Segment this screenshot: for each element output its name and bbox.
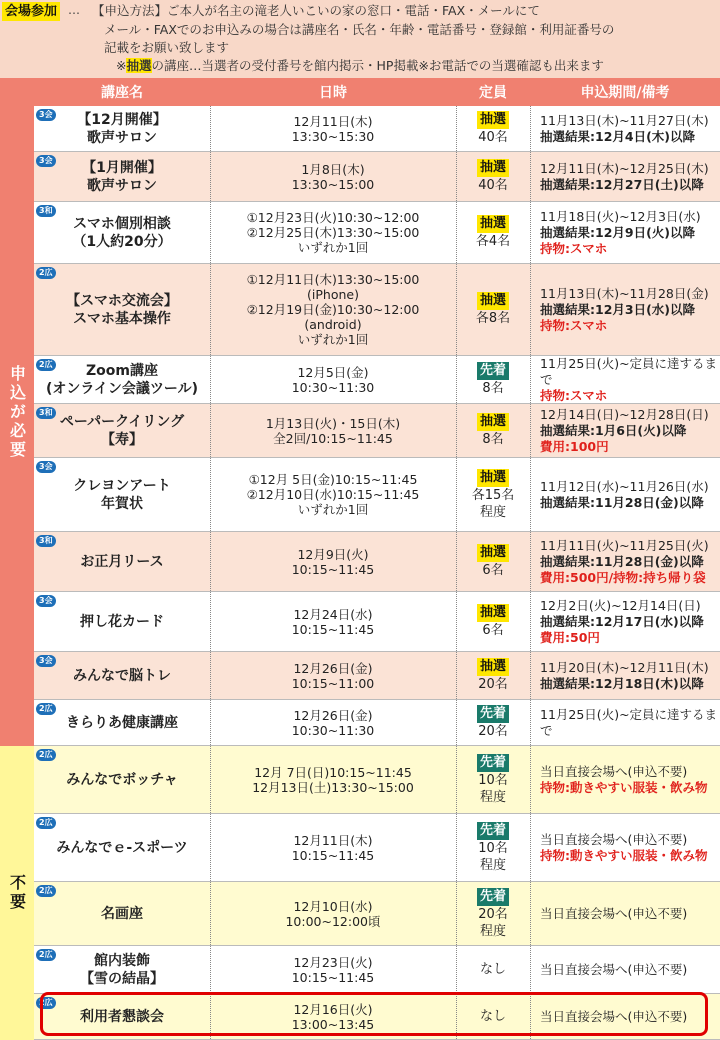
column-divider [210,532,211,591]
capacity-line: 程度 [479,857,506,873]
datetime-line: ①12月11日(木)13:30~15:00 [246,272,420,287]
datetime-line: 12月11日(木) [293,832,373,848]
column-divider [456,532,457,591]
capacity-line: 各4名 [475,234,511,249]
datetime-line: 10:30~11:30 [291,722,375,738]
course-name-line: 【1月開催】 [82,159,162,176]
course-name-line: スマホ基本操作 [73,310,171,327]
course-name-line: みんなでボッチャ [66,771,178,788]
course-capacity [456,458,530,531]
course-capacity [456,202,530,263]
application-period: 11月13日(木)~11月27日(木) [540,112,709,128]
column-divider [210,458,211,531]
course-name-line: 押し花カード [80,613,164,630]
capacity-line: 6名 [482,623,504,638]
table-row [34,652,720,700]
course-name-line: 名画座 [101,905,143,922]
capacity-line: 10名 [478,772,508,788]
datetime-line: 1月13日(火)・15日(木) [265,415,401,431]
datetime-line: 12月26日(金) [293,707,373,723]
datetime-line: ②12月25日(木)13:30~15:00 [246,225,420,240]
datetime-line: 10:15~11:45 [291,621,375,637]
datetime-line: 12月13日(土)13:30~15:00 [252,779,414,795]
course-note [530,652,720,699]
course-name-line: みんなで脳トレ [73,667,171,684]
venue-badge: 2広 [36,997,56,1009]
course-datetime [210,106,456,151]
note-items: 持物:動きやすい服装・飲み物 [540,847,708,863]
course-name [34,404,210,457]
venue-badge: 2広 [36,703,56,715]
column-divider [530,264,531,355]
application-period: 12月11日(木)~12月25日(木) [540,160,709,176]
capacity-line: 各8名 [475,311,511,326]
course-datetime [210,882,456,945]
course-capacity [456,106,530,151]
highlight-frame [40,992,708,1036]
course-name-line: （1人約20分） [72,233,172,250]
course-name-line: 館内装飾 [94,952,150,969]
column-divider [530,202,531,263]
column-divider [456,106,457,151]
course-datetime [210,946,456,993]
note-items: 持物:スマホ [540,240,608,256]
capacity-line: なし [479,962,506,977]
lottery-chip: 抽選 [477,159,509,177]
course-capacity [456,882,530,945]
course-name [34,882,210,945]
first-come-chip: 先着 [477,888,509,906]
course-note [530,202,720,263]
venue-badge: 2広 [36,817,56,829]
column-divider [530,592,531,651]
first-come-chip: 先着 [477,754,509,772]
course-name-line: 歌声サロン [87,177,157,194]
table-row [34,356,720,404]
venue-badge: 3会 [36,595,56,607]
datetime-line: 10:15~11:45 [291,847,375,863]
column-divider [530,652,531,699]
column-divider [456,458,457,531]
column-divider [456,652,457,699]
header [0,0,720,78]
application-period: 当日直接会場へ(申込不要) [540,831,688,847]
column-divider [456,946,457,993]
capacity-line: 程度 [479,789,506,805]
column-divider [456,882,457,945]
table-row [34,264,720,356]
datetime-line: ①12月23日(火)10:30~12:00 [246,210,420,225]
course-capacity [456,532,530,591]
course-name [34,458,210,531]
venue-badge: 3会 [36,461,56,473]
course-datetime [210,700,456,745]
course-note [530,532,720,591]
lottery-chip: 抽選 [477,215,509,233]
datetime-line: 12月10日(水) [293,898,373,914]
venue-badge: 2広 [36,359,56,371]
venue-badge: 2広 [36,949,56,961]
lottery-chip: 抽選 [477,111,509,129]
course-datetime [210,404,456,457]
column-divider [210,106,211,151]
course-name [34,356,210,403]
column-divider [456,152,457,201]
note-items: 費用:500円/持物:持ち帰り袋 [540,569,706,585]
column-divider [456,404,457,457]
column-divider [210,202,211,263]
course-name-line: 年賀状 [101,495,143,512]
course-datetime [210,814,456,881]
header-line-4-pre: ※ [116,58,127,73]
first-come-chip: 先着 [477,362,509,380]
lottery-result: 抽選結果:11月28日(金)以降 [540,553,704,569]
datetime-line: 12月23日(火) [293,954,373,970]
venue-badge: 3会 [36,655,56,667]
course-name-line: 【12月開催】 [77,111,167,128]
application-period: 11月20日(木)~12月11日(木) [540,659,709,675]
capacity-line: 程度 [479,923,506,939]
first-come-chip: 先着 [477,822,509,840]
course-name-line: みんなでｅ-スポーツ [56,839,188,856]
section-not-required-label: 不要 [7,874,27,912]
section-required-label: 申込が必要 [7,364,27,460]
datetime-line: 全2回/10:15~11:45 [273,430,393,446]
column-divider [456,814,457,881]
datetime-line: ①12月 5日(金)10:15~11:45 [248,472,418,487]
capacity-line: 6名 [482,563,504,578]
capacity-line: 20名 [478,906,508,922]
course-note [530,946,720,993]
application-period: 12月14日(日)~12月28日(日) [540,406,709,422]
course-datetime [210,152,456,201]
course-name [34,152,210,201]
column-divider [210,356,211,403]
application-period: 12月2日(火)~12月14日(日) [540,597,701,613]
table-header [34,78,720,106]
column-divider [530,152,531,201]
course-capacity [456,404,530,457]
course-name-line: 【スマホ交流会】 [66,292,178,309]
datetime-line: 13:00~13:45 [291,1016,375,1032]
capacity-line: 40名 [478,178,508,193]
column-divider [210,746,211,813]
course-name [34,106,210,151]
application-period: 当日直接会場へ(申込不要) [540,905,688,921]
column-divider [530,532,531,591]
note-items: 持物:スマホ [540,387,608,403]
column-divider [210,652,211,699]
column-divider [530,882,531,945]
column-divider [530,814,531,881]
column-divider [210,882,211,945]
datetime-line: いずれか1回 [297,502,369,517]
column-divider [530,746,531,813]
application-period: 11月25日(火)~定員に達するまで [540,706,718,738]
course-name-line: クレヨンアート [73,477,171,494]
column-header-name: 講座名 [101,85,143,101]
venue-badge: 2広 [36,267,56,279]
note-items: 持物:動きやすい服装・飲み物 [540,779,708,795]
datetime-line: 12月26日(金) [293,660,373,676]
note-items: 持物:スマホ [540,317,608,333]
capacity-line: 程度 [479,504,506,520]
datetime-line: 12月5日(金) [297,364,369,380]
course-name [34,264,210,355]
application-period: 11月11日(火)~11月25日(火) [540,537,709,553]
course-capacity [456,814,530,881]
datetime-line: 12月9日(火) [297,546,369,562]
course-name-line: きらりあ健康講座 [66,714,178,731]
datetime-line: 12月11日(木) [293,113,373,129]
course-name-line: 【雪の結晶】 [80,970,164,987]
venue-badge: 3和 [36,535,56,547]
course-capacity [456,592,530,651]
course-note [530,746,720,813]
course-note [530,152,720,201]
column-divider [530,946,531,993]
application-period: 当日直接会場へ(申込不要) [540,763,688,779]
datetime-line: 10:00~12:00頃 [285,913,381,929]
header-line-4-post: の講座…当選者の受付番号を館内掲示・HP掲載※お電話での当選確認も出来ます [151,58,604,73]
table-row [34,152,720,202]
table-row [34,106,720,152]
datetime-line: 13:30~15:30 [291,128,375,144]
column-divider [456,202,457,263]
column-divider [456,592,457,651]
application-period: 11月18日(火)~12月3日(水) [540,208,701,224]
course-note [530,592,720,651]
header-ellipsis: … [68,3,80,17]
lottery-chip: 抽選 [477,469,509,487]
table-row [34,882,720,946]
course-note [530,106,720,151]
column-divider [210,946,211,993]
datetime-line: ②12月19日(金)10:30~12:00 [246,302,420,317]
column-divider [530,356,531,403]
header-line-1: 【申込方法】ご本人が名主の滝老人いこいの家の窓口・電話・FAX・メールにて [92,3,540,18]
datetime-line: ②12月10日(水)10:15~11:45 [246,487,420,502]
course-datetime [210,592,456,651]
course-capacity [456,746,530,813]
table-row [34,946,720,994]
lottery-result: 抽選結果:1月6日(火)以降 [540,422,687,438]
datetime-line: 10:15~11:45 [291,969,375,985]
note-items: 費用:100円 [540,438,609,454]
course-note [530,404,720,457]
capacity-line: 10名 [478,840,508,856]
table-row [34,814,720,882]
course-note [530,814,720,881]
section-required [0,78,34,746]
datetime-line: 10:15~11:45 [291,561,375,577]
datetime-line: 13:30~15:00 [291,176,375,192]
table-row [34,458,720,532]
course-datetime [210,532,456,591]
datetime-line: 12月24日(水) [293,606,373,622]
course-name-line: Zoom講座 [86,362,158,379]
column-divider [456,746,457,813]
lottery-chip: 抽選 [477,544,509,562]
course-datetime [210,264,456,355]
course-datetime [210,746,456,813]
column-divider [530,700,531,745]
capacity-line: 8名 [482,432,504,447]
header-line-2: メール・FAXでのお申込みの場合は講座名・氏名・年齢・電話番号・登録館・利用証番号の [104,22,615,37]
table-row [34,592,720,652]
venue-badge: 3会 [36,109,56,121]
capacity-line: なし [479,1009,506,1024]
section-not-required [0,746,34,1040]
column-divider [210,700,211,745]
capacity-line: 各15名 [471,487,515,503]
capacity-line: 20名 [478,677,508,692]
datetime-line: 12月 7日(日)10:15~11:45 [254,764,412,780]
column-header-date: 日時 [319,85,347,101]
course-note [530,264,720,355]
course-note [530,458,720,531]
capacity-line: 20名 [478,724,508,739]
datetime-line: 1月8日(木) [301,161,365,177]
course-capacity [456,700,530,745]
table-row [34,700,720,746]
datetime-line: 10:15~11:00 [291,675,375,691]
course-name-line: 利用者懇談会 [80,1008,164,1025]
table-row [34,746,720,814]
application-period: 11月12日(水)~11月26日(水) [540,478,709,494]
course-capacity [456,152,530,201]
column-header-note: 申込期間/備考 [580,85,670,101]
first-come-chip: 先着 [477,705,509,723]
course-name-line: 【寿】 [101,431,143,448]
course-name-line: お正月リース [80,553,164,570]
application-period: 11月25日(火)~定員に達するまで [540,355,718,387]
course-name-line: ペーパークイリング [59,413,185,430]
course-capacity [456,356,530,403]
header-line-4 [116,57,604,74]
application-period: 当日直接会場へ(申込不要) [540,961,688,977]
column-divider [210,592,211,651]
table-row [34,532,720,592]
lottery-highlight: 抽選 [126,58,152,73]
lottery-result: 抽選結果:12月17日(水)以降 [540,613,704,629]
column-divider [530,106,531,151]
course-datetime [210,458,456,531]
course-datetime [210,652,456,699]
course-name [34,814,210,881]
note-items: 費用:50円 [540,629,600,645]
venue-badge: 2広 [36,749,56,761]
datetime-line: (android) [304,317,362,332]
lottery-result: 抽選結果:12月9日(火)以降 [540,224,696,240]
capacity-line: 8名 [482,381,504,396]
lottery-chip: 抽選 [477,658,509,676]
column-divider [456,264,457,355]
course-name-line: スマホ個別相談 [73,215,171,232]
course-name [34,652,210,699]
column-divider [210,404,211,457]
course-name [34,946,210,993]
column-divider [210,152,211,201]
venue-badge: 3会 [36,155,56,167]
header-line-3: 記載をお願い致します [104,40,230,55]
datetime-line: いずれか1回 [297,332,369,347]
course-note [530,882,720,945]
lottery-result: 抽選結果:12月18日(木)以降 [540,675,704,691]
course-name [34,592,210,651]
capacity-line: 40名 [478,130,508,145]
table-row [34,202,720,264]
column-divider [210,814,211,881]
datetime-line: いずれか1回 [297,240,369,255]
lottery-chip: 抽選 [477,413,509,431]
column-divider [530,458,531,531]
datetime-line: (iPhone) [307,287,359,302]
table-row [34,404,720,458]
lottery-chip: 抽選 [477,292,509,310]
course-datetime [210,356,456,403]
course-capacity [456,946,530,993]
application-period: 11月13日(木)~11月28日(金) [540,285,709,301]
course-capacity [456,264,530,355]
venue-badge: 2広 [36,885,56,897]
course-name [34,746,210,813]
lottery-result: 抽選結果:12月27日(土)以降 [540,176,704,192]
column-divider [210,264,211,355]
course-name-line: 歌声サロン [87,129,157,146]
lottery-chip: 抽選 [477,604,509,622]
course-note [530,700,720,745]
venue-participation-tag: 会場参加 [2,2,60,21]
column-divider [456,700,457,745]
column-divider [456,356,457,403]
datetime-line: 10:30~11:30 [291,379,375,395]
venue-badge: 3和 [36,205,56,217]
lottery-result: 抽選結果:12月3日(水)以降 [540,301,696,317]
lottery-result: 抽選結果:12月4日(木)以降 [540,128,696,144]
course-name [34,700,210,745]
course-capacity [456,652,530,699]
column-header-capacity: 定員 [479,85,507,101]
course-datetime [210,202,456,263]
venue-badge: 3和 [36,407,56,419]
course-note [530,356,720,403]
course-name [34,202,210,263]
course-name-line: (オンライン会議ツール) [45,380,199,397]
course-name [34,532,210,591]
lottery-result: 抽選結果:11月28日(金)以降 [540,494,704,510]
application-period: 当日直接会場へ(申込不要) [540,1008,688,1024]
column-divider [530,404,531,457]
datetime-line: 12月16日(火) [293,1001,373,1017]
